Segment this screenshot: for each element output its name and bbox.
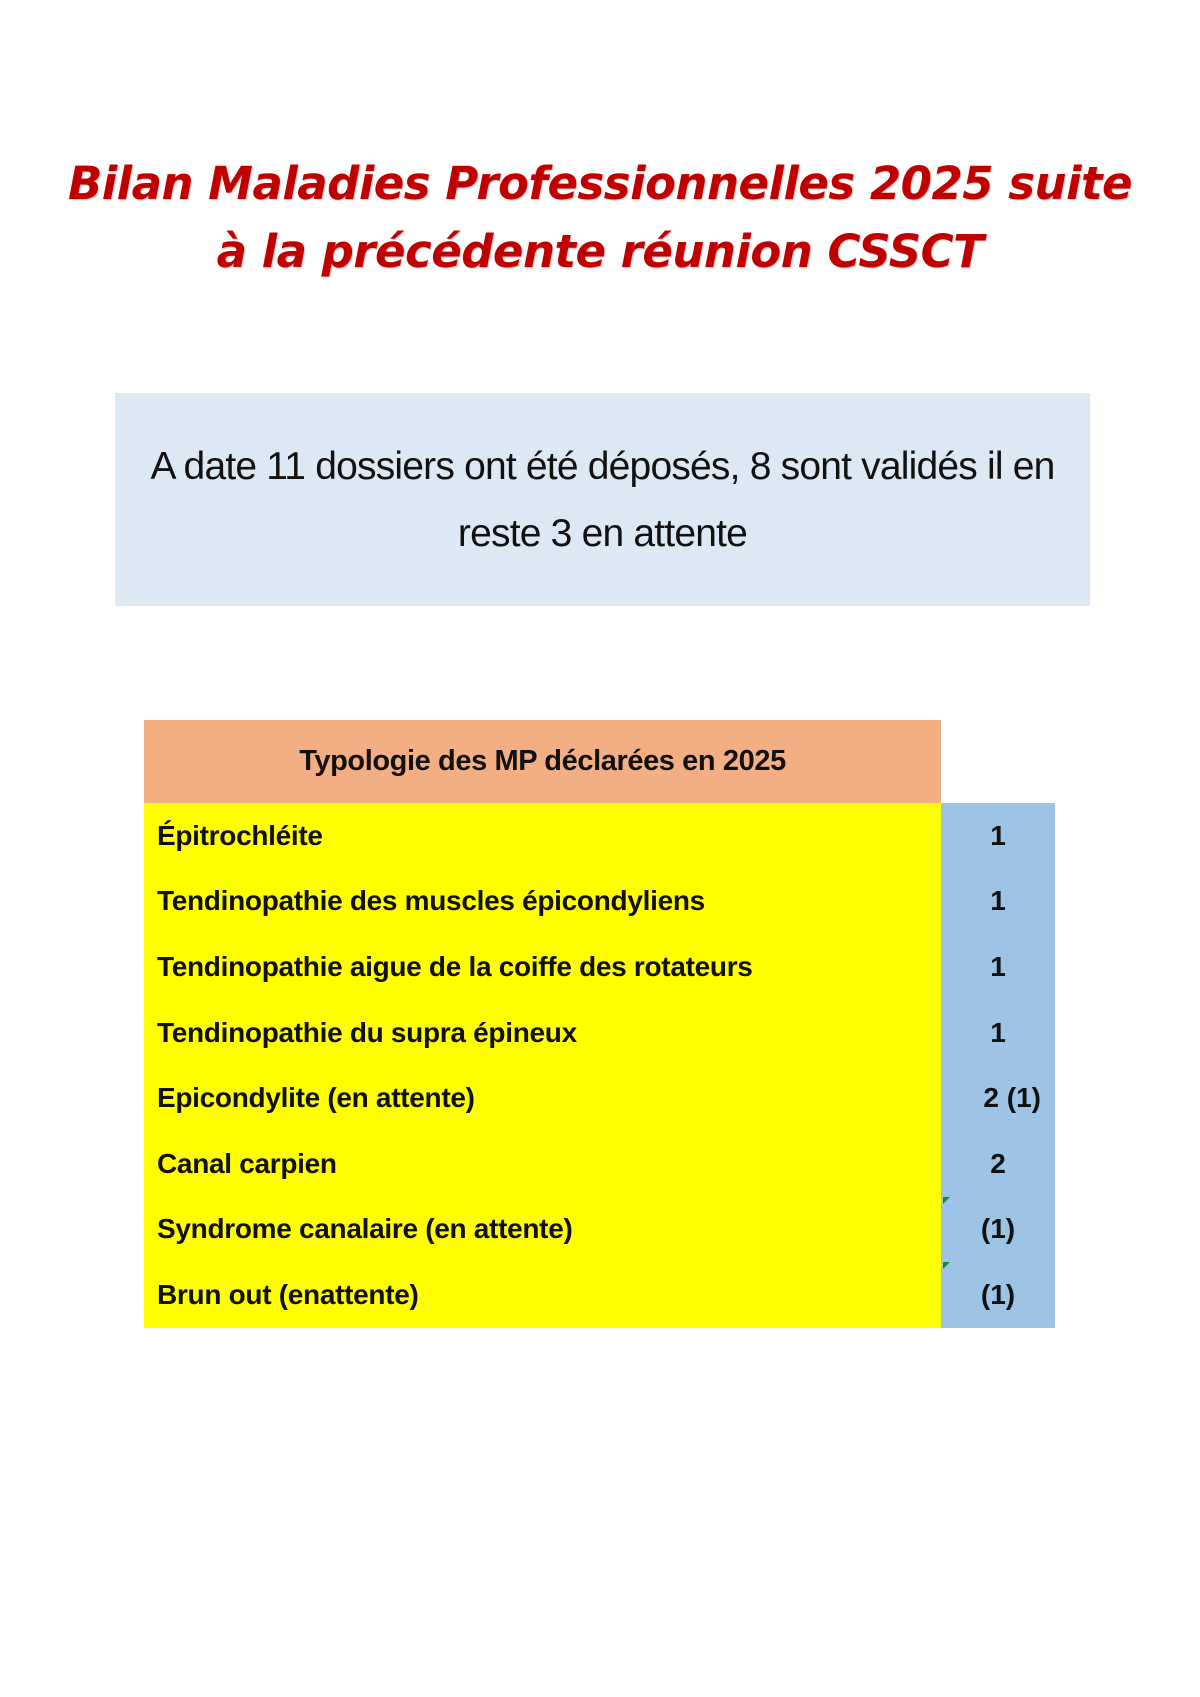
row-value-text: (1) — [980, 1213, 1016, 1245]
row-value — [941, 1197, 1055, 1263]
summary-box — [115, 393, 1090, 606]
row-value: 2 (1) — [941, 1065, 1055, 1131]
table-row — [144, 1065, 1055, 1131]
table-row — [144, 934, 1055, 1000]
row-value: 1 — [941, 934, 1055, 1000]
row-value-text: (1) — [980, 1278, 1016, 1310]
table-row — [144, 1000, 1055, 1066]
row-label: Syndrome canalaire (en attente) — [144, 1197, 941, 1263]
cell-comment-indicator-icon[interactable] — [943, 1197, 950, 1204]
row-value — [941, 1131, 1055, 1197]
table-row — [144, 1131, 1055, 1197]
mp-typology-table — [144, 720, 1055, 1328]
row-value-text: 2 — [990, 1147, 1006, 1179]
row-value: 1 — [941, 869, 1055, 935]
page-title — [0, 150, 1200, 286]
page-title-line-2: à la précédente réunion CSSCT — [216, 225, 984, 278]
table-row — [144, 869, 1055, 935]
table-header: Typologie des MP déclarées en 2025 — [144, 720, 941, 803]
table-row — [144, 1197, 1055, 1263]
page-title-line-1: Bilan Maladies Professionnelles 2025 suite — [67, 157, 1133, 210]
row-value: 1 — [941, 1000, 1055, 1066]
table-row — [144, 803, 1055, 869]
row-label: Epicondylite (en attente) — [144, 1065, 941, 1131]
row-label: Tendinopathie du supra épineux — [144, 1000, 941, 1066]
row-value: 1 — [941, 803, 1055, 869]
table-body — [144, 803, 1055, 1328]
row-label: Tendinopathie aigue de la coiffe des rotateurs — [144, 934, 941, 1000]
row-label: Brun out (enattente) — [144, 1262, 941, 1328]
table-row — [144, 1262, 1055, 1328]
row-label: Canal carpien — [144, 1131, 941, 1197]
cell-comment-indicator-icon[interactable] — [943, 1262, 950, 1269]
summary-text: A date 11 dossiers ont été déposés, 8 sont validés il en reste 3 en attente — [150, 444, 1055, 555]
row-label: Épitrochléite — [144, 803, 941, 869]
row-value — [941, 1262, 1055, 1328]
row-label: Tendinopathie des muscles épicondyliens — [144, 869, 941, 935]
